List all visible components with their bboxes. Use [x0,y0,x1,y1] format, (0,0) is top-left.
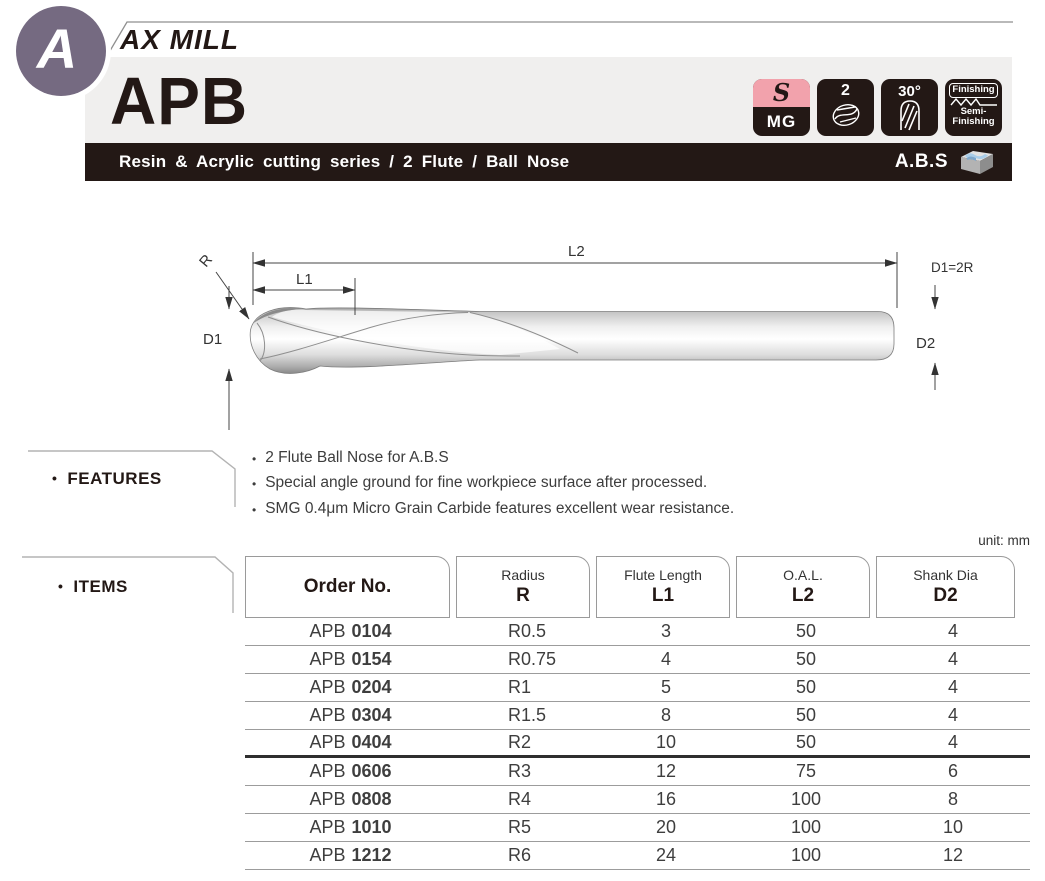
header-flute-length-title: Flute Length [624,566,702,583]
helix-angle-badge [881,79,938,136]
application-badge [945,79,1002,136]
table-row [245,842,1030,870]
cell-radius: R1 [508,677,532,697]
cell-order-no: APB 0204 [309,677,392,697]
header-order-no-title: Order No. [303,576,392,597]
relation-label: D1=2R [931,260,974,275]
coating-badge-bottom: MG [766,111,797,131]
cell-order-no: APB 0304 [309,705,392,725]
cell-oal: 50 [795,677,817,697]
table-row [245,646,1030,674]
cell-order-no: APB 0104 [309,621,392,641]
oal-label: L2 [568,243,585,260]
section-letter: A [36,16,78,80]
cell-order-no: APB 0404 [309,732,392,752]
shank-dia-label: D2 [916,335,936,352]
cell-radius: R0.75 [508,649,557,669]
bullet-icon: • [252,477,257,492]
cell-shank-dia: 8 [947,789,958,809]
flute-count-badge [817,79,874,136]
cell-radius: R2 [508,732,532,752]
header-oal-symbol: L2 [791,584,815,606]
helix-angle-label: 30° [898,83,921,100]
table-header [245,556,1030,618]
cell-shank-dia: 4 [947,705,958,725]
cell-flute-length: 20 [655,817,677,837]
header-oal-title: O.A.L. [783,566,823,583]
items-heading [58,577,128,597]
semi-label-line2: Finishing [952,116,995,128]
header-shank-dia-title: Shank Dia [913,566,978,583]
cell-radius: R4 [508,789,532,809]
table-row [245,814,1030,842]
cell-shank-dia: 4 [947,649,958,669]
cell-order-no: APB 1212 [309,845,392,865]
table-row [245,730,1030,758]
radius-label: R [196,251,217,271]
cell-flute-length: 12 [655,761,677,781]
cell-oal: 75 [795,761,817,781]
cell-oal: 50 [795,649,817,669]
header-oal [736,556,870,618]
flute-cross-section-icon [828,99,864,131]
table-row [245,618,1030,646]
bullet-icon: • [252,502,257,517]
header-flute-length [596,556,730,618]
semi-label-line1: Semi- [960,106,987,118]
cell-flute-length: 8 [660,705,671,725]
header-radius-title: Radius [501,566,545,583]
table-row [245,702,1030,730]
cell-order-no: APB 0606 [309,761,392,781]
spec-table [245,556,1030,870]
features-heading-text: FEATURES [67,469,162,488]
ball-nose-endmill-graphic [250,308,894,374]
workpiece-icon [958,147,996,177]
header-shank-dia [876,556,1015,618]
cell-shank-dia: 4 [947,677,958,697]
coating-badge [753,79,810,136]
cell-shank-dia: 12 [942,845,964,865]
section-letter-badge [16,6,106,96]
cell-shank-dia: 4 [947,732,958,752]
header-radius-symbol: R [516,584,530,606]
header-radius [456,556,590,618]
cell-radius: R1.5 [508,705,547,725]
cell-flute-length: 5 [660,677,671,697]
cell-order-no: APB 0808 [309,789,392,809]
table-row [245,758,1030,786]
flute-length-label: L1 [296,271,313,288]
table-body [245,618,1030,870]
semi-finishing-label [952,107,994,127]
cell-oal: 50 [795,732,817,752]
series-subtitle: Resin & Acrylic cutting series / 2 Flute / Ball Nose [119,152,570,171]
subtitle-bar [85,143,1012,181]
cell-flute-length: 3 [660,621,671,641]
helix-flute-icon [897,99,923,131]
cell-shank-dia: 10 [942,817,964,837]
feature-bullet [252,497,734,522]
finishing-label: Finishing [949,83,998,98]
product-code: APB [110,63,249,139]
features-heading [52,469,162,489]
feature-bullet-text: 2 Flute Ball Nose for A.B.S [265,449,449,466]
feature-bullet-text: SMG 0.4μm Micro Grain Carbide features excellent wear resistance. [265,499,735,517]
feature-bullet [252,471,734,496]
cell-oal: 50 [795,705,817,725]
feature-bullet-text: Special angle ground for fine workpiece surface after processed. [265,474,708,492]
cell-flute-length: 16 [655,789,677,809]
cutting-dia-label: D1 [203,331,223,348]
attribute-badges [753,79,1002,136]
cell-order-no: APB 1010 [309,817,392,837]
table-row [245,674,1030,702]
features-bullet-icon: • [52,470,58,486]
table-row [245,786,1030,814]
coating-grade-label: S [772,79,791,107]
series-name: AX MILL [120,24,239,55]
cell-flute-length: 10 [655,732,677,752]
items-heading-text: ITEMS [73,577,128,596]
coating-badge-top [753,79,810,107]
feature-bullet [252,446,734,471]
cell-oal: 50 [795,621,817,641]
items-box-outline [22,556,237,616]
cell-radius: R0.5 [508,621,547,641]
header-shank-dia-symbol: D2 [933,584,958,606]
features-list [252,446,734,522]
cell-shank-dia: 6 [947,761,958,781]
cell-flute-length: 24 [655,845,677,865]
cell-oal: 100 [790,789,822,809]
cell-flute-length: 4 [660,649,671,669]
cell-order-no: APB 0154 [309,649,392,669]
unit-note: unit: mm [978,533,1030,548]
header-flute-length-symbol: L1 [651,584,675,606]
flute-count-label: 2 [841,82,850,99]
cell-oal: 100 [790,845,822,865]
cell-shank-dia: 4 [947,621,958,641]
cell-radius: R3 [508,761,532,781]
cell-radius: R5 [508,817,532,837]
cell-oal: 100 [790,817,822,837]
header-order-no [245,556,450,618]
material-label: A.B.S [894,151,948,172]
items-bullet-icon: • [58,578,64,594]
material-group [895,147,996,177]
cell-radius: R6 [508,845,532,865]
bullet-icon: • [252,452,257,466]
